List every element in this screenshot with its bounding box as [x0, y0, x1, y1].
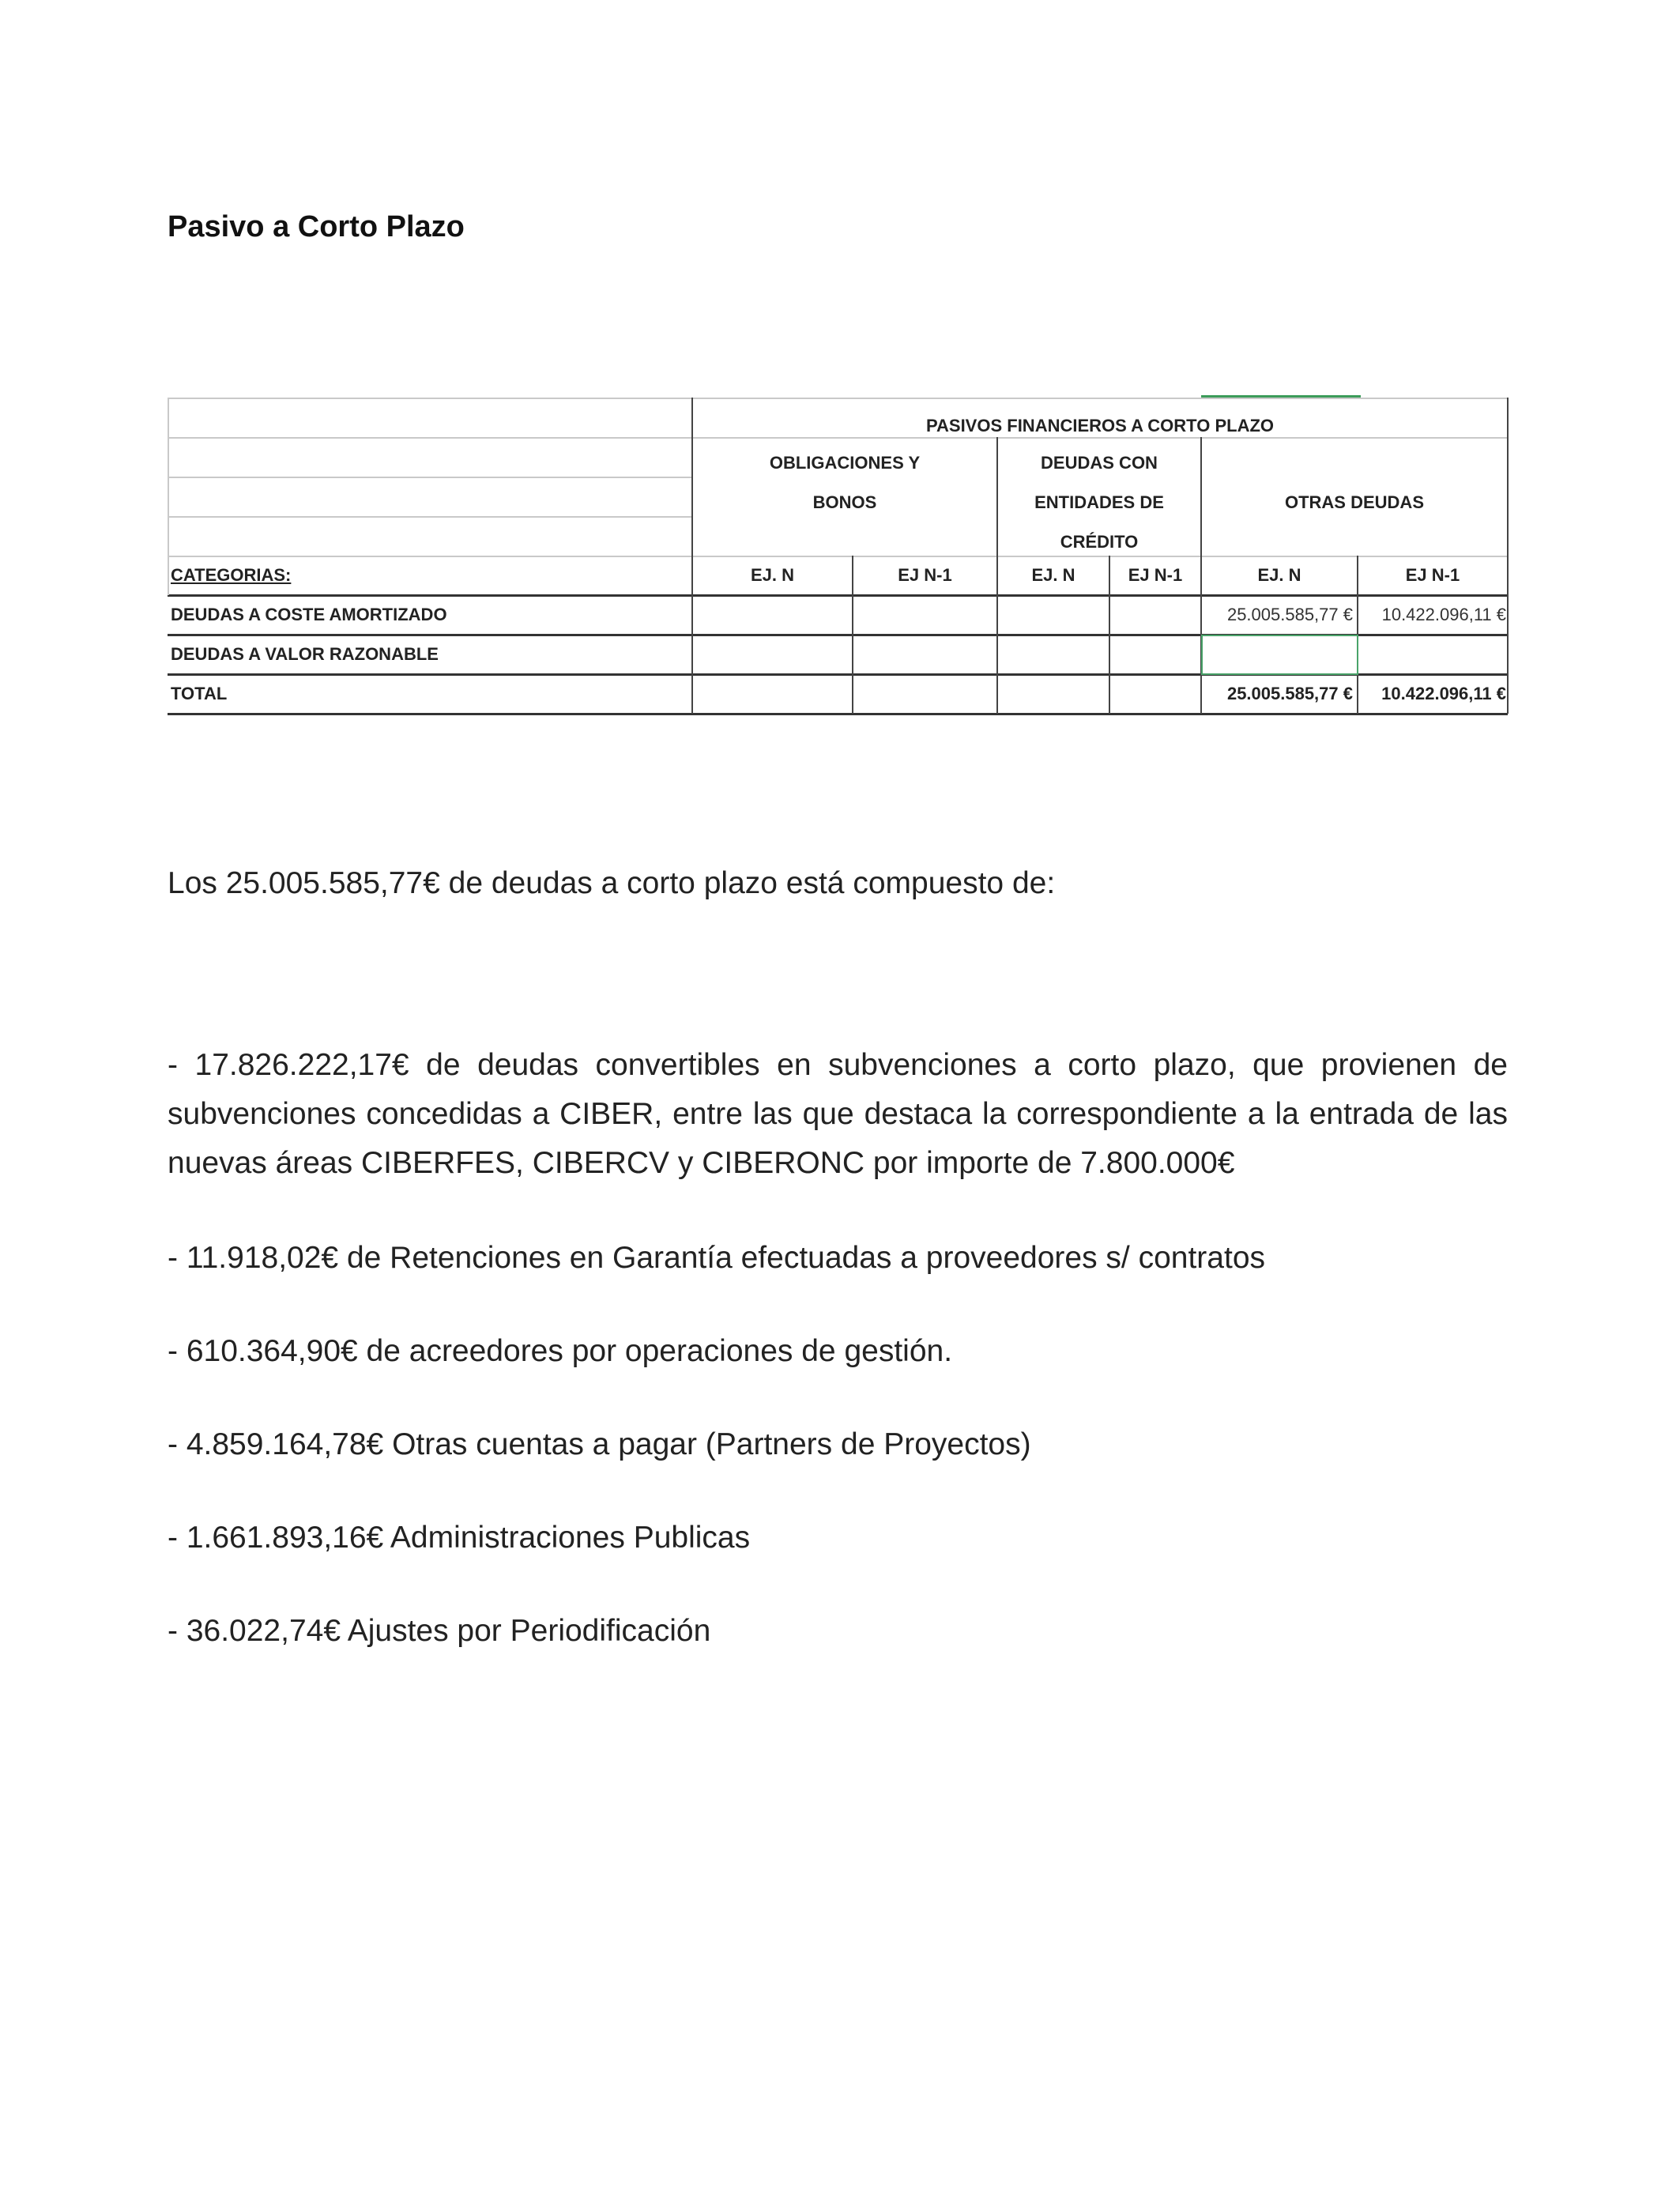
col-deudas-ej-n1: EJ N-1 [1128, 565, 1183, 585]
col-obligaciones-ej-n1: EJ N-1 [898, 565, 952, 585]
categories-label: CATEGORIAS: [171, 565, 292, 585]
group3-header: OTRAS DEUDAS [1284, 492, 1424, 512]
row-label: DEUDAS A COSTE AMORTIZADO [171, 605, 447, 624]
list-item: - 1.661.893,16€ Administraciones Publicas [168, 1521, 751, 1555]
group2-header-line3: CRÉDITO [1060, 532, 1139, 552]
liabilities-table [168, 398, 1508, 714]
intro-paragraph: Los 25.005.585,77€ de deudas a corto plazo está compuesto de: [168, 866, 1056, 900]
list-item: - 36.022,74€ Ajustes por Periodificación [168, 1614, 711, 1648]
cell-otras-n: 25.005.585,77 € [1226, 605, 1353, 624]
col-deudas-ej-n: EJ. N [1031, 565, 1075, 585]
list-item: - 610.364,90€ de acreedores por operaciones de gestión. [168, 1334, 953, 1368]
cell-otras-n1: 10.422.096,11 € [1381, 605, 1506, 624]
group1-header-line2: BONOS [812, 492, 877, 512]
cell-total-otras-n: 25.005.585,77 € [1226, 684, 1353, 703]
list-item: - 4.859.164,78€ Otras cuentas a pagar (Partners de Proyectos) [168, 1427, 1031, 1461]
list-item: - 17.826.222,17€ de deudas convertibles en subvenciones a corto plazo, que provienen de subvenciones concedidas a CIBER, entre las que destaca la correspondiente a la entrada de las nuevas áreas CIBERFES, CIBERCV y CIBERONC por importe de 7.800.000€ [168, 1048, 1508, 1180]
col-otras-ej-n1: EJ N-1 [1405, 565, 1460, 585]
group1-header-line1: OBLIGACIONES Y [769, 453, 921, 473]
main-header: PASIVOS FINANCIEROS A CORTO PLAZO [925, 416, 1275, 435]
col-obligaciones-ej-n: EJ. N [750, 565, 795, 585]
row-label: TOTAL [171, 684, 228, 703]
cell-otras-n1 [1358, 635, 1508, 674]
page-title: Pasivo a Corto Plazo [168, 210, 465, 243]
row-label: DEUDAS A VALOR RAZONABLE [171, 644, 439, 664]
group2-header-line1: DEUDAS CON [1041, 453, 1158, 473]
col-otras-ej-n: EJ. N [1257, 565, 1301, 585]
selected-cell[interactable] [1201, 635, 1358, 675]
group2-header-line2: ENTIDADES DE [1034, 492, 1164, 512]
cell-total-otras-n1: 10.422.096,11 € [1381, 684, 1506, 703]
list-item: - 11.918,02€ de Retenciones en Garantía efectuadas a proveedores s/ contratos [168, 1241, 1266, 1275]
